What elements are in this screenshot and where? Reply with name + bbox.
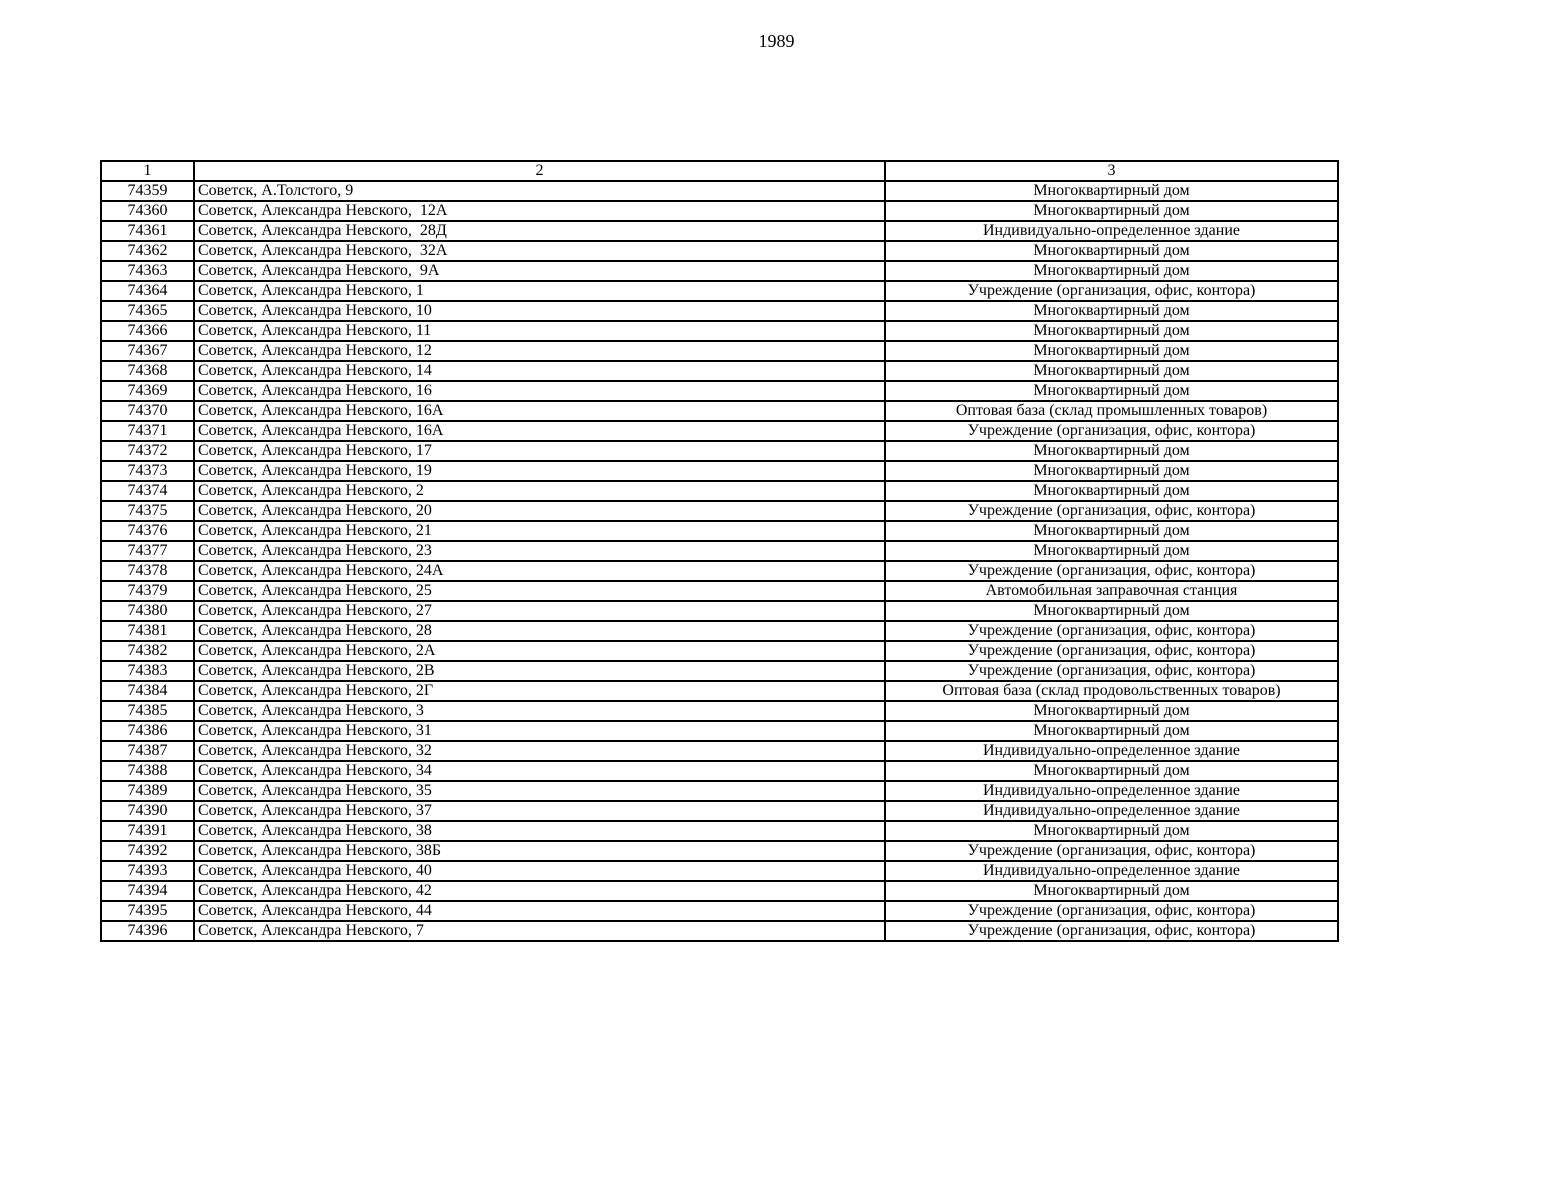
cell-id: 74389 [101, 781, 194, 801]
table-row [101, 761, 1338, 781]
cell-object-type: Индивидуально-определенное здание [885, 221, 1338, 241]
cell-id: 74383 [101, 661, 194, 681]
cell-object-type: Учреждение (организация, офис, контора) [885, 421, 1338, 441]
cell-object-type: Учреждение (организация, офис, контора) [885, 281, 1338, 301]
header-col-3: 3 [885, 161, 1338, 181]
cell-object-type: Многоквартирный дом [885, 441, 1338, 461]
cell-address: Советск, Александра Невского, 2В [194, 661, 885, 681]
cell-id: 74386 [101, 721, 194, 741]
cell-id: 74393 [101, 861, 194, 881]
table-row [101, 601, 1338, 621]
cell-address: Советск, Александра Невского, 27 [194, 601, 885, 621]
cell-id: 74381 [101, 621, 194, 641]
cell-address: Советск, Александра Невского, 28 [194, 621, 885, 641]
cell-address: Советск, Александра Невского, 19 [194, 461, 885, 481]
cell-object-type: Учреждение (организация, офис, контора) [885, 901, 1338, 921]
cell-address: Советск, Александра Невского, 31 [194, 721, 885, 741]
cell-id: 74379 [101, 581, 194, 601]
table-row [101, 241, 1338, 261]
cell-address: Советск, Александра Невского, 24А [194, 561, 885, 581]
table-row [101, 321, 1338, 341]
cell-object-type: Многоквартирный дом [885, 181, 1338, 201]
table-row [101, 741, 1338, 761]
cell-id: 74396 [101, 921, 194, 941]
cell-object-type: Оптовая база (склад промышленных товаров) [885, 401, 1338, 421]
table-row [101, 461, 1338, 481]
table-row [101, 821, 1338, 841]
cell-address: Советск, Александра Невского, 17 [194, 441, 885, 461]
table-row [101, 921, 1338, 941]
header-col-1: 1 [101, 161, 194, 181]
cell-id: 74377 [101, 541, 194, 561]
table-row [101, 521, 1338, 541]
cell-object-type: Многоквартирный дом [885, 601, 1338, 621]
cell-id: 74380 [101, 601, 194, 621]
cell-object-type: Многоквартирный дом [885, 241, 1338, 261]
cell-id: 74388 [101, 761, 194, 781]
cell-address: Советск, Александра Невского, 16А [194, 421, 885, 441]
cell-object-type: Многоквартирный дом [885, 341, 1338, 361]
table-row [101, 881, 1338, 901]
registry-table [100, 160, 1339, 942]
cell-object-type: Многоквартирный дом [885, 521, 1338, 541]
cell-address: Советск, Александра Невского, 23 [194, 541, 885, 561]
cell-id: 74360 [101, 201, 194, 221]
cell-id: 74369 [101, 381, 194, 401]
cell-address: Советск, А.Толстого, 9 [194, 181, 885, 201]
cell-id: 74371 [101, 421, 194, 441]
cell-object-type: Учреждение (организация, офис, контора) [885, 621, 1338, 641]
table-row [101, 621, 1338, 641]
cell-address: Советск, Александра Невского, 37 [194, 801, 885, 821]
cell-address: Советск, Александра Невского, 16 [194, 381, 885, 401]
table-row [101, 541, 1338, 561]
cell-address: Советск, Александра Невского, 2А [194, 641, 885, 661]
cell-object-type: Индивидуально-определенное здание [885, 781, 1338, 801]
table-row [101, 721, 1338, 741]
cell-object-type: Многоквартирный дом [885, 261, 1338, 281]
cell-object-type: Многоквартирный дом [885, 481, 1338, 501]
cell-address: Советск, Александра Невского, 40 [194, 861, 885, 881]
cell-object-type: Оптовая база (склад продовольственных товаров) [885, 681, 1338, 701]
cell-id: 74394 [101, 881, 194, 901]
header-row [101, 161, 1338, 181]
cell-address: Советск, Александра Невского, 32А [194, 241, 885, 261]
table-row [101, 201, 1338, 221]
cell-object-type: Многоквартирный дом [885, 321, 1338, 341]
cell-object-type: Многоквартирный дом [885, 881, 1338, 901]
cell-address: Советск, Александра Невского, 3 [194, 701, 885, 721]
table-row [101, 281, 1338, 301]
cell-id: 74387 [101, 741, 194, 761]
cell-address: Советск, Александра Невского, 38Б [194, 841, 885, 861]
cell-address: Советск, Александра Невского, 11 [194, 321, 885, 341]
table-row [101, 481, 1338, 501]
table-row [101, 561, 1338, 581]
cell-id: 74385 [101, 701, 194, 721]
cell-address: Советск, Александра Невского, 38 [194, 821, 885, 841]
cell-id: 74382 [101, 641, 194, 661]
cell-id: 74363 [101, 261, 194, 281]
cell-id: 74366 [101, 321, 194, 341]
cell-id: 74390 [101, 801, 194, 821]
cell-id: 74362 [101, 241, 194, 261]
table-row [101, 781, 1338, 801]
cell-id: 74368 [101, 361, 194, 381]
cell-id: 74361 [101, 221, 194, 241]
cell-id: 74365 [101, 301, 194, 321]
table-row [101, 501, 1338, 521]
cell-id: 74392 [101, 841, 194, 861]
table-row [101, 681, 1338, 701]
table-row [101, 381, 1338, 401]
cell-object-type: Учреждение (организация, офис, контора) [885, 561, 1338, 581]
cell-address: Советск, Александра Невского, 10 [194, 301, 885, 321]
table-row [101, 861, 1338, 881]
table-row [101, 841, 1338, 861]
cell-address: Советск, Александра Невского, 7 [194, 921, 885, 941]
cell-address: Советск, Александра Невского, 44 [194, 901, 885, 921]
cell-address: Советск, Александра Невского, 2Г [194, 681, 885, 701]
table-row [101, 901, 1338, 921]
cell-address: Советск, Александра Невского, 28Д [194, 221, 885, 241]
cell-address: Советск, Александра Невского, 35 [194, 781, 885, 801]
cell-id: 74374 [101, 481, 194, 501]
table-row [101, 581, 1338, 601]
cell-object-type: Многоквартирный дом [885, 541, 1338, 561]
cell-object-type: Индивидуально-определенное здание [885, 861, 1338, 881]
cell-id: 74373 [101, 461, 194, 481]
cell-address: Советск, Александра Невского, 9А [194, 261, 885, 281]
cell-id: 74384 [101, 681, 194, 701]
cell-address: Советск, Александра Невского, 1 [194, 281, 885, 301]
table-row [101, 661, 1338, 681]
cell-object-type: Многоквартирный дом [885, 361, 1338, 381]
table-row [101, 801, 1338, 821]
cell-object-type: Индивидуально-определенное здание [885, 741, 1338, 761]
table-row [101, 261, 1338, 281]
cell-object-type: Учреждение (организация, офис, контора) [885, 661, 1338, 681]
table-row [101, 701, 1338, 721]
cell-object-type: Учреждение (организация, офис, контора) [885, 841, 1338, 861]
cell-object-type: Многоквартирный дом [885, 761, 1338, 781]
cell-id: 74370 [101, 401, 194, 421]
cell-address: Советск, Александра Невского, 32 [194, 741, 885, 761]
cell-id: 74395 [101, 901, 194, 921]
table-row [101, 361, 1338, 381]
header-col-2: 2 [194, 161, 885, 181]
cell-address: Советск, Александра Невского, 14 [194, 361, 885, 381]
cell-id: 74367 [101, 341, 194, 361]
table-row [101, 401, 1338, 421]
table-row [101, 341, 1338, 361]
cell-id: 74375 [101, 501, 194, 521]
cell-address: Советск, Александра Невского, 34 [194, 761, 885, 781]
cell-object-type: Многоквартирный дом [885, 381, 1338, 401]
cell-address: Советск, Александра Невского, 12 [194, 341, 885, 361]
cell-id: 74376 [101, 521, 194, 541]
cell-address: Советск, Александра Невского, 25 [194, 581, 885, 601]
cell-id: 74364 [101, 281, 194, 301]
table-row [101, 181, 1338, 201]
cell-object-type: Многоквартирный дом [885, 461, 1338, 481]
cell-id: 74359 [101, 181, 194, 201]
cell-object-type: Учреждение (организация, офис, контора) [885, 921, 1338, 941]
cell-address: Советск, Александра Невского, 16А [194, 401, 885, 421]
table-row [101, 301, 1338, 321]
cell-address: Советск, Александра Невского, 2 [194, 481, 885, 501]
table-row [101, 421, 1338, 441]
cell-object-type: Индивидуально-определенное здание [885, 801, 1338, 821]
table-row [101, 221, 1338, 241]
cell-address: Советск, Александра Невского, 20 [194, 501, 885, 521]
cell-address: Советск, Александра Невского, 42 [194, 881, 885, 901]
table-row [101, 641, 1338, 661]
cell-object-type: Учреждение (организация, офис, контора) [885, 641, 1338, 661]
cell-address: Советск, Александра Невского, 12А [194, 201, 885, 221]
cell-object-type: Многоквартирный дом [885, 821, 1338, 841]
cell-object-type: Многоквартирный дом [885, 721, 1338, 741]
cell-object-type: Автомобильная заправочная станция [885, 581, 1338, 601]
cell-address: Советск, Александра Невского, 21 [194, 521, 885, 541]
cell-id: 74378 [101, 561, 194, 581]
cell-id: 74372 [101, 441, 194, 461]
cell-object-type: Многоквартирный дом [885, 301, 1338, 321]
cell-id: 74391 [101, 821, 194, 841]
table-row [101, 441, 1338, 461]
cell-object-type: Многоквартирный дом [885, 701, 1338, 721]
cell-object-type: Учреждение (организация, офис, контора) [885, 501, 1338, 521]
page-number: 1989 [758, 31, 795, 51]
cell-object-type: Многоквартирный дом [885, 201, 1338, 221]
